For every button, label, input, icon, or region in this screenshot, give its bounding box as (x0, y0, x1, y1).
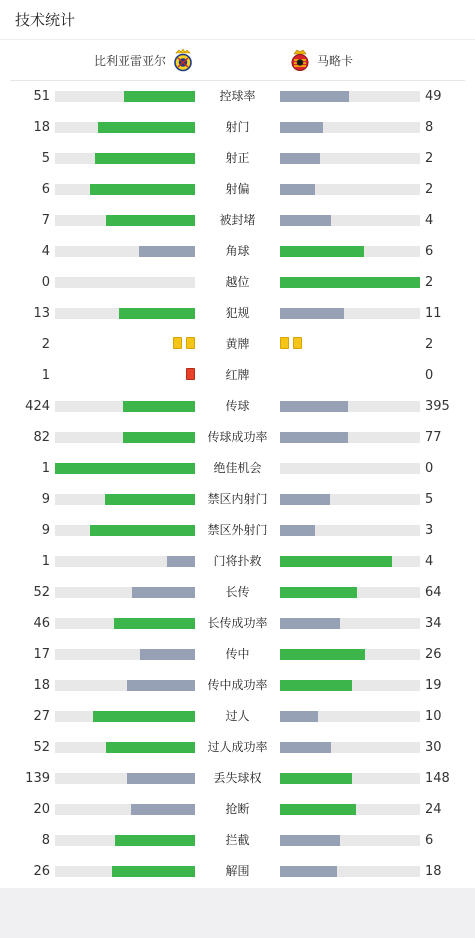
away-bar-fill (280, 866, 337, 877)
home-bar-fill (127, 680, 195, 691)
away-bar-fill (280, 494, 330, 505)
away-value: 6 (425, 244, 434, 259)
home-value: 5 (41, 151, 50, 166)
stat-row (0, 174, 475, 205)
home-value: 0 (41, 275, 50, 290)
away-bar-fill (280, 525, 315, 536)
home-bar-track (55, 680, 195, 691)
stat-label: 长传成功率 (207, 616, 268, 630)
stat-label: 抢断 (225, 802, 250, 816)
home-bar-fill (140, 649, 195, 660)
home-bar-fill (123, 432, 195, 443)
stat-row (0, 329, 475, 360)
home-bar-fill (139, 246, 195, 257)
away-bar-track (280, 215, 420, 226)
home-value: 26 (33, 864, 50, 879)
away-bar-track (280, 153, 420, 164)
home-bar-track (55, 649, 195, 660)
away-bar-fill (280, 711, 318, 722)
stat-row (0, 546, 475, 577)
stat-label: 越位 (225, 275, 250, 289)
away-bar-track (280, 494, 420, 505)
home-cards (186, 368, 195, 380)
stat-row (0, 422, 475, 453)
home-bar-fill (124, 91, 195, 102)
stat-label: 射正 (225, 151, 250, 165)
away-bar-fill (280, 618, 340, 629)
stat-row (0, 205, 475, 236)
home-cards (173, 337, 195, 349)
yellow-card-icon (280, 337, 289, 349)
home-bar-track (55, 246, 195, 257)
stat-label: 传中成功率 (207, 678, 268, 692)
home-bar-fill (55, 463, 195, 474)
home-value: 9 (41, 523, 50, 538)
home-bar-fill (93, 711, 195, 722)
home-bar-track (55, 773, 195, 784)
stat-row (0, 360, 475, 391)
stat-row (0, 112, 475, 143)
home-bar-fill (114, 618, 195, 629)
away-value: 64 (425, 585, 442, 600)
away-bar-fill (280, 215, 331, 226)
away-value: 2 (425, 337, 434, 352)
away-bar-track (280, 556, 420, 567)
stat-row (0, 701, 475, 732)
stat-row (0, 856, 475, 887)
home-value: 18 (33, 678, 50, 693)
home-value: 20 (33, 802, 50, 817)
away-bar-fill (280, 649, 365, 660)
away-team-name: 马略卡 (317, 53, 354, 68)
home-value: 51 (33, 89, 50, 104)
home-bar-fill (106, 215, 195, 226)
away-value: 19 (425, 678, 442, 693)
stat-label: 传球 (225, 399, 250, 413)
home-bar-track (55, 215, 195, 226)
away-bar-track (280, 122, 420, 133)
away-bar-fill (280, 401, 348, 412)
away-bar-track (280, 680, 420, 691)
home-value: 52 (33, 740, 50, 755)
stat-label: 拦截 (225, 833, 250, 847)
stat-row (0, 484, 475, 515)
stat-label: 长传 (225, 585, 250, 599)
home-value: 424 (25, 399, 50, 414)
away-bar-track (280, 91, 420, 102)
home-bar-fill (105, 494, 195, 505)
stat-label: 过人 (225, 709, 250, 723)
away-bar-fill (280, 804, 356, 815)
home-bar-fill (98, 122, 195, 133)
stat-row (0, 298, 475, 329)
yellow-card-icon (173, 337, 182, 349)
away-bar-track (280, 773, 420, 784)
away-bar-track (280, 835, 420, 846)
stat-label: 犯规 (225, 306, 250, 320)
home-bar-track (55, 742, 195, 753)
home-bar-track (55, 835, 195, 846)
away-bar-track (280, 618, 420, 629)
stat-row (0, 236, 475, 267)
away-value: 2 (425, 151, 434, 166)
stat-row (0, 81, 475, 112)
away-bar-track (280, 587, 420, 598)
away-bar-track (280, 401, 420, 412)
stat-row (0, 763, 475, 794)
away-bar-fill (280, 432, 348, 443)
stat-row (0, 732, 475, 763)
home-bar-fill (167, 556, 195, 567)
away-bar-track (280, 463, 420, 474)
stat-row (0, 670, 475, 701)
home-bar-fill (106, 742, 195, 753)
home-bar-track (55, 153, 195, 164)
away-value: 0 (425, 461, 434, 476)
stat-label: 禁区内射门 (207, 492, 268, 506)
away-value: 5 (425, 492, 434, 507)
away-bar-track (280, 432, 420, 443)
away-bar-fill (280, 556, 392, 567)
away-cards (280, 337, 302, 349)
home-team-crest-icon (172, 48, 194, 72)
away-bar-track (280, 277, 420, 288)
home-bar-fill (132, 587, 195, 598)
home-value: 6 (41, 182, 50, 197)
stat-label: 红牌 (225, 368, 250, 382)
stat-label: 被封堵 (219, 213, 256, 227)
stat-row (0, 639, 475, 670)
stat-label: 角球 (225, 244, 250, 258)
away-value: 77 (425, 430, 442, 445)
home-value: 2 (41, 337, 50, 352)
away-value: 6 (425, 833, 434, 848)
red-card-icon (186, 368, 195, 380)
stat-label: 黄牌 (225, 337, 250, 351)
away-value: 49 (425, 89, 442, 104)
away-value: 2 (425, 182, 434, 197)
away-value: 18 (425, 864, 442, 879)
stat-label: 传球成功率 (207, 430, 268, 444)
home-bar-fill (131, 804, 195, 815)
away-bar-track (280, 246, 420, 257)
away-value: 2 (425, 275, 434, 290)
home-value: 27 (33, 709, 50, 724)
away-value: 148 (425, 771, 450, 786)
away-value: 3 (425, 523, 434, 538)
home-bar-track (55, 556, 195, 567)
home-bar-track (55, 184, 195, 195)
home-bar-fill (119, 308, 195, 319)
away-bar-track (280, 525, 420, 536)
stat-row (0, 794, 475, 825)
home-bar-track (55, 618, 195, 629)
home-value: 8 (41, 833, 50, 848)
away-value: 4 (425, 213, 434, 228)
home-value: 1 (41, 461, 50, 476)
home-bar-track (55, 122, 195, 133)
away-value: 4 (425, 554, 434, 569)
stat-label: 射门 (225, 120, 250, 134)
home-value: 1 (41, 554, 50, 569)
home-value: 52 (33, 585, 50, 600)
away-value: 0 (425, 368, 434, 383)
teams-header (10, 40, 465, 81)
home-bar-track (55, 525, 195, 536)
away-value: 24 (425, 802, 442, 817)
away-value: 11 (425, 306, 442, 321)
home-bar-track (55, 432, 195, 443)
away-team[interactable] (289, 48, 353, 72)
home-value: 9 (41, 492, 50, 507)
away-bar-track (280, 711, 420, 722)
page-title: 技术统计 (15, 11, 76, 29)
away-value: 34 (425, 616, 442, 631)
home-value: 4 (41, 244, 50, 259)
home-bar-fill (115, 835, 195, 846)
away-bar-fill (280, 91, 349, 102)
home-value: 17 (33, 647, 50, 662)
stat-row (0, 825, 475, 856)
away-bar-track (280, 184, 420, 195)
stat-row (0, 577, 475, 608)
away-bar-fill (280, 742, 331, 753)
home-bar-fill (90, 184, 195, 195)
stat-row (0, 515, 475, 546)
away-value: 26 (425, 647, 442, 662)
stat-label: 绝佳机会 (213, 461, 262, 475)
home-bar-fill (90, 525, 195, 536)
home-value: 18 (33, 120, 50, 135)
away-bar-track (280, 742, 420, 753)
home-bar-track (55, 866, 195, 877)
home-value: 7 (41, 213, 50, 228)
home-bar-fill (95, 153, 195, 164)
stat-row (0, 391, 475, 422)
home-bar-track (55, 401, 195, 412)
away-bar-track (280, 804, 420, 815)
away-value: 30 (425, 740, 442, 755)
stat-label: 过人成功率 (207, 740, 268, 754)
section-header (0, 0, 475, 40)
home-value: 1 (41, 368, 50, 383)
stat-label: 禁区外射门 (207, 523, 268, 537)
away-value: 395 (425, 399, 450, 414)
yellow-card-icon (293, 337, 302, 349)
away-bar-fill (280, 587, 357, 598)
away-team-crest-icon (289, 48, 311, 72)
away-bar-track (280, 649, 420, 660)
stat-row (0, 267, 475, 298)
home-value: 46 (33, 616, 50, 631)
home-value: 82 (33, 430, 50, 445)
home-bar-track (55, 494, 195, 505)
away-bar-fill (280, 835, 340, 846)
home-team[interactable] (94, 48, 194, 72)
home-bar-track (55, 804, 195, 815)
away-bar-fill (280, 773, 352, 784)
stat-row (0, 608, 475, 639)
stat-label: 传中 (225, 647, 250, 661)
home-value: 139 (25, 771, 50, 786)
home-bar-track (55, 463, 195, 474)
away-bar-fill (280, 246, 364, 257)
home-bar-track (55, 308, 195, 319)
away-bar-fill (280, 680, 352, 691)
stat-row (0, 453, 475, 484)
away-bar-fill (280, 308, 344, 319)
away-bar-fill (280, 122, 323, 133)
home-bar-fill (112, 866, 195, 877)
home-bar-track (55, 711, 195, 722)
away-bar-fill (280, 184, 315, 195)
stat-label: 解围 (225, 864, 250, 878)
stat-label: 控球率 (219, 89, 256, 103)
yellow-card-icon (186, 337, 195, 349)
stat-row (0, 143, 475, 174)
away-value: 10 (425, 709, 442, 724)
home-team-name: 比利亚雷亚尔 (93, 53, 166, 68)
home-bar-track (55, 587, 195, 598)
stat-label: 丢失球权 (213, 771, 262, 785)
home-value: 13 (33, 306, 50, 321)
home-bar-fill (123, 401, 195, 412)
stat-label: 射偏 (225, 182, 250, 196)
home-bar-track (55, 91, 195, 102)
away-bar-fill (280, 153, 320, 164)
away-bar-track (280, 866, 420, 877)
away-bar-fill (280, 277, 420, 288)
home-bar-fill (127, 773, 195, 784)
home-bar-track (55, 277, 195, 288)
stat-label: 门将扑救 (213, 554, 262, 568)
away-value: 8 (425, 120, 434, 135)
away-bar-track (280, 308, 420, 319)
